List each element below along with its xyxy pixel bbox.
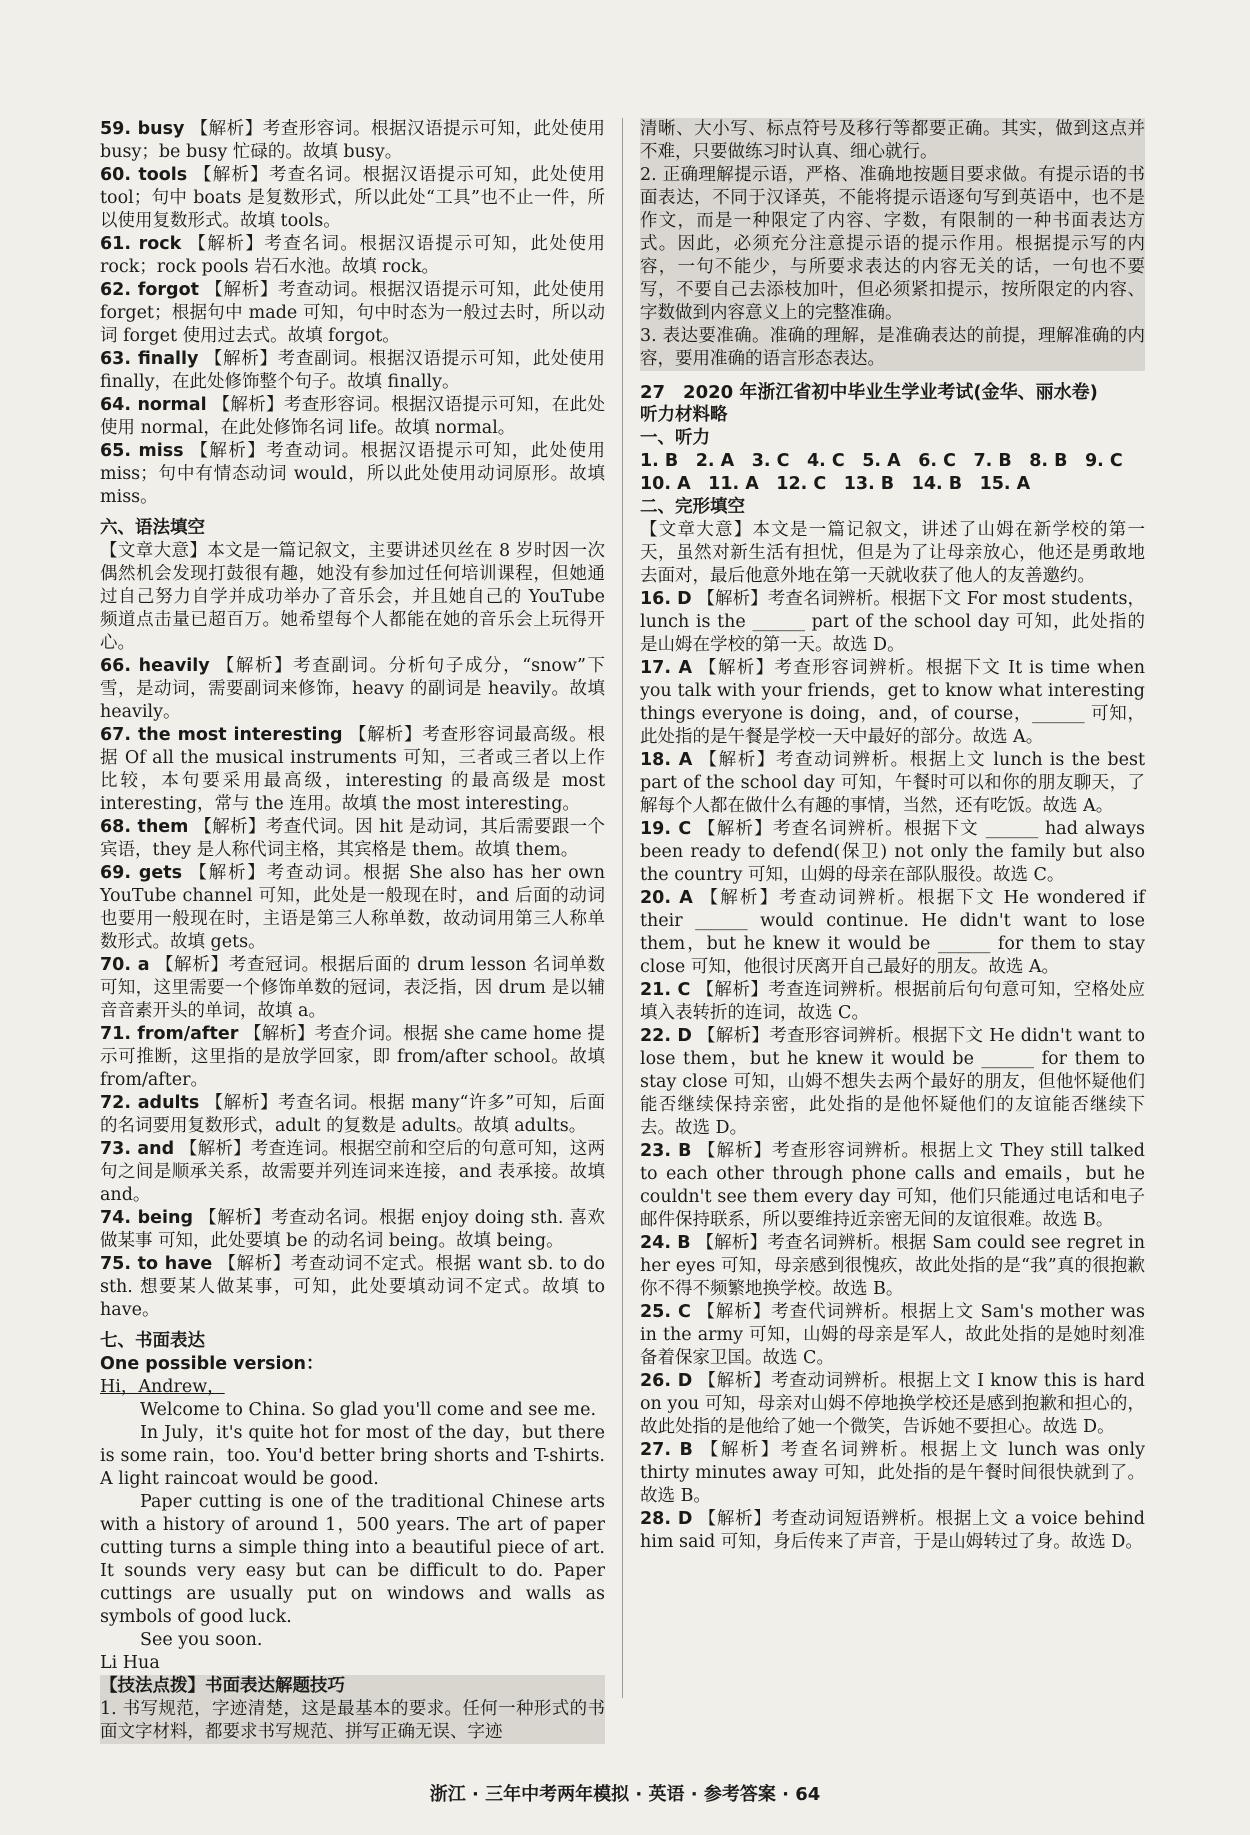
answer-item	[100, 233, 605, 279]
tip-item: 3. 表达要准确。准确的理解，是准确表达的前提，理解准确的内容，要用准确的语言形态表达。	[640, 326, 1145, 369]
answer-number: 21. C	[640, 980, 691, 1000]
answer-explanation: 【解析】考查动词。根据汉语提示可知，此处使用 forget；根据句中 made 可知，句中时态为一般过去时，所以动词 forget 使用过去式。故填 forgot。	[100, 280, 605, 346]
answer-number: 60. tools	[100, 165, 188, 185]
tip-item: 清晰、大小写、标点符号及移行等都要正确。其实，做到这点并不难，只要做练习时认真、细心就行。	[640, 119, 1145, 162]
answer-number: 16. D	[640, 589, 692, 609]
answer-item	[100, 724, 605, 816]
answer-item	[100, 118, 605, 164]
answer-explanation: 【解析】考查代词。因 hit 是动词，其后需要跟一个宾语，they 是人称代词主格，其宾格是 them。故填 them。	[100, 817, 605, 860]
answer-item	[640, 1140, 1145, 1232]
section-writing-title: 七、书面表达	[100, 1331, 205, 1351]
answer-number: 75. to have	[100, 1254, 213, 1274]
answer-number: 64. normal	[100, 395, 207, 415]
answer-item	[640, 1439, 1145, 1508]
answer-explanation: 【解析】考查副词。分析句子成分，“snow”下雪，是动词，需要副词来修饰，heavy 的副词是 heavily。故填 heavily。	[100, 656, 605, 722]
answer-explanation: 【解析】考查介词。根据 she came home 提示可推断，这里指的是放学回家，即 from/after school。故填 from/after。	[100, 1024, 605, 1090]
answer-number: 71. from/after	[100, 1024, 239, 1044]
tips-box-right	[640, 118, 1145, 371]
essay-signature: Li Hua	[100, 1653, 160, 1673]
answer-item	[100, 954, 605, 1023]
answer-item	[100, 279, 605, 348]
answer-number: 66. heavily	[100, 656, 210, 676]
answer-item	[100, 1138, 605, 1207]
answer-explanation: 【解析】考查代词辨析。根据上文 Sam's mother was in the army 可知，山姆的母亲是军人，故此处指的是她时刻准备着保家卫国。故选 C。	[640, 1302, 1145, 1368]
answer-explanation: 【解析】考查动词。根据汉语提示可知，此处使用 miss；句中有情态动词 would，所以此处使用动词原形。故填 miss。	[100, 441, 605, 507]
grammar-summary: 【文章大意】本文是一篇记叙文，主要讲述贝丝在 8 岁时因一次偶然机会发现打鼓很有趣，她没有参加过任何培训课程，但她通过自己努力自学并成功举办了音乐会，并且她自己的 YouTube 频道点击量已超百万。她希望每个人都能在她的音乐会上玩得开心。	[100, 541, 605, 653]
answer-number: 27. B	[640, 1440, 693, 1460]
answer-number: 62. forgot	[100, 280, 199, 300]
tips-box-left	[100, 1675, 605, 1744]
answer-explanation: 【解析】考查连词辨析。根据前后句句意可知，空格处应填入表转折的连词，故选 C。	[640, 980, 1145, 1023]
column-divider	[622, 118, 623, 1698]
answer-explanation: 【解析】考查形容词辨析。根据上文 They still talked to each other through phone calls and emails，but he couldn't see them every day 可知，他们只能通过电话和电子邮件保持联系，所以要维持近亲密无间的友谊很难。故选 B。	[640, 1141, 1145, 1230]
answer-item	[100, 394, 605, 440]
answer-number: 74. being	[100, 1208, 193, 1228]
answer-explanation: 【解析】考查名词辨析。根据下文 ______ had always been ready to defend(保卫) not only the family but also the country 可知，山姆的母亲在部队服役。故选 C。	[640, 819, 1145, 885]
essay-paragraph: Welcome to China. So glad you'll come and see me.	[140, 1400, 597, 1420]
answer-explanation: 【解析】考查冠词。根据后面的 drum lesson 名词单数可知，这里需要一个修饰单数的冠词，表泛指，因 drum 是以辅音音素开头的单词，故填 a。	[100, 955, 605, 1021]
answer-item	[100, 1092, 605, 1138]
answer-number: 24. B	[640, 1233, 691, 1253]
answer-number: 28. D	[640, 1509, 693, 1529]
answer-item	[100, 655, 605, 724]
answer-item	[100, 1253, 605, 1322]
answer-number: 73. and	[100, 1139, 175, 1159]
answer-item	[100, 440, 605, 509]
answer-explanation: 【解析】考查连词。根据空前和空后的句意可知，这两句之间是顺承关系，故需要并列连词来连接，and 表承接。故填 and。	[100, 1139, 605, 1205]
page-footer: 浙江 · 三年中考两年模拟 · 英语 · 参考答案 · 64	[429, 1784, 821, 1805]
possible-version-label: One possible version：	[100, 1354, 324, 1374]
exam-title: 27 2020 年浙江省初中毕业生学业考试(金华、丽水卷)	[640, 382, 1098, 403]
answer-explanation: 【解析】考查动词。根据 She also has her own YouTube channel 可知，此处是一般现在时，and 后面的动词也要用一般现在时，主语是第三人称单数，故动词用第三人称单数形式。故填 gets。	[100, 863, 605, 952]
tip-item: 1. 书写规范，字迹清楚，这是最基本的要求。任何一种形式的书面文字材料，都要求书写规范、拼写正确无误、字迹	[100, 1699, 605, 1742]
cloze-summary: 【文章大意】本文是一篇记叙文，讲述了山姆在新学校的第一天，虽然对新生活有担忧，但是为了让母亲放心，他还是勇敢地去面对，最后他意外地在第一天就收获了他人的友善邀约。	[640, 520, 1145, 586]
essay-paragraph: See you soon.	[140, 1630, 263, 1650]
answer-row: 10. A 11. A 12. C 13. B 14. B 15. A	[640, 474, 1031, 494]
answer-explanation: 【解析】考查动词不定式。根据 want sb. to do sth. 想要某人做某事，可知，此处要填动词不定式。故填 to have。	[100, 1254, 605, 1320]
section-cloze-title: 二、完形填空	[640, 497, 745, 517]
answer-explanation: 【解析】考查动词辨析。根据上文 I know this is hard on you 可知，母亲对山姆不停地换学校还是感到抱歉和担心的，故此处指的是他给了她一个微笑，告诉她不要担心。故选 D。	[640, 1371, 1145, 1437]
answer-item	[100, 816, 605, 862]
answer-number: 65. miss	[100, 441, 184, 461]
answer-item	[100, 1023, 605, 1092]
section-grammar-title: 六、语法填空	[100, 518, 205, 538]
tips-heading: 【技法点拨】书面表达解题技巧	[100, 1676, 345, 1696]
answer-item	[640, 749, 1145, 818]
answer-item	[100, 164, 605, 233]
answer-number: 18. A	[640, 750, 693, 770]
answer-item	[640, 588, 1145, 657]
answer-number: 17. A	[640, 658, 693, 678]
answer-item	[640, 1025, 1145, 1140]
answer-number: 61. rock	[100, 234, 182, 254]
answer-item	[640, 818, 1145, 887]
answer-number: 69. gets	[100, 863, 183, 883]
answer-explanation: 【解析】考查名词辨析。根据上文 lunch was only thirty minutes away 可知，此处指的是午餐时间很快就到了。故选 B。	[640, 1440, 1145, 1506]
answer-number: 20. A	[640, 888, 693, 908]
answer-item	[100, 348, 605, 394]
answer-explanation: 【解析】考查名词。根据汉语提示可知，此处使用 rock；rock pools 岩石水池。故填 rock。	[100, 234, 605, 277]
answer-row: 1. B 2. A 3. C 4. C 5. A 6. C 7. B 8. B 9. C	[640, 451, 1123, 471]
answer-item	[640, 979, 1145, 1025]
answer-item	[640, 1508, 1145, 1554]
essay-body	[100, 1399, 605, 1652]
answer-item	[640, 1232, 1145, 1301]
answer-explanation: 【解析】考查形容词最高级。根据 Of all the musical instruments 可知，三者或三者以上作比较，本句要采用最高级，interesting 的最高级是 most interesting，常与 the 连用。故填 the most interesting。	[100, 725, 606, 814]
answer-explanation: 【解析】考查形容词辨析。根据下文 It is time when you talk with your friends，get to know what interesting things everyone is doing，and，of course，______ 可知，此处指的是午餐是学校一天中最好的部分。故选 A。	[640, 658, 1145, 747]
answer-number: 59. busy	[100, 119, 185, 139]
answer-explanation: 【解析】考查形容词辨析。根据下文 He didn't want to lose them，but he knew it would be ______ for them to stay close 可知，山姆不想失去两个最好的朋友，但他怀疑他们能否继续保持亲密，此处指的是他怀疑他们的友谊能否继续下去。故选 D。	[640, 1026, 1145, 1138]
answer-number: 68. them	[100, 817, 189, 837]
answer-item	[100, 1207, 605, 1253]
answer-explanation: 【解析】考查名词。根据 many“许多”可知，后面的名词要用复数形式，adult 的复数是 adults。故填 adults。	[100, 1093, 605, 1136]
answer-explanation: 【解析】考查动词辨析。根据下文 He wondered if their ______ would continue. He didn't want to lose them，but he knew it would be ______ for them to stay close 可知，他很讨厌离开自己最好的朋友。故选 A。	[640, 888, 1145, 977]
answer-explanation: 【解析】考查动词辨析。根据上文 lunch is the best part of the school day 可知，午餐时可以和你的朋友聊天，了解每个人都在做什么有趣的事情，当然，还有吃饭。故选 A。	[640, 750, 1145, 816]
section-listening-title: 一、听力	[640, 428, 710, 448]
answer-explanation: 【解析】考查名词辨析。根据下文 For most students，lunch is the ______ part of the school day 可知，此处指的是山姆在学校的第一天。故选 D。	[640, 589, 1146, 655]
answer-number: 70. a	[100, 955, 150, 975]
answer-number: 22. D	[640, 1026, 692, 1046]
left-column	[100, 118, 605, 1744]
answer-explanation: 【解析】考查副词。根据汉语提示可知，此处使用 finally，在此处修饰整个句子。故填 finally。	[100, 349, 605, 392]
answer-explanation: 【解析】考查名词。根据汉语提示可知，此处使用 tool；句中 boats 是复数形式，所以此处“工具”也不止一件，所以使用复数形式。故填 tools。	[100, 165, 606, 231]
answer-number: 23. B	[640, 1141, 692, 1161]
answer-explanation: 【解析】考查形容词。根据汉语提示可知，此处使用 busy；be busy 忙碌的。故填 busy。	[100, 119, 605, 162]
answer-explanation: 【解析】考查形容词。根据汉语提示可知，在此处使用 normal，在此处修饰名词 life。故填 normal。	[100, 395, 605, 438]
answer-number: 19. C	[640, 819, 692, 839]
answer-explanation: 【解析】考查动名词。根据 enjoy doing sth. 喜欢做某事 可知，此处要填 be 的动名词 being。故填 being。	[100, 1208, 605, 1251]
essay-paragraph: Paper cutting is one of the traditional Chinese arts with a history of around 1，500 years. The art of paper cutting turns a simple thing into a beautiful piece of art. It sounds very easy but can be difficult to do. Paper cuttings are usually put on windows and walls as symbols of good luck.	[100, 1492, 605, 1627]
answer-item	[640, 1370, 1145, 1439]
answer-explanation: 【解析】考查动词短语辨析。根据上文 a voice behind him said 可知，身后传来了声音，于是山姆转过了身。故选 D。	[640, 1509, 1145, 1552]
answer-item	[640, 657, 1145, 749]
answer-number: 25. C	[640, 1302, 691, 1322]
answer-number: 26. D	[640, 1371, 693, 1391]
essay-paragraph: In July，it's quite hot for most of the day，but there is some rain，too. You'd better bring shorts and T-shirts. A light raincoat would be good.	[100, 1423, 605, 1489]
answer-item	[640, 1301, 1145, 1370]
tip-item: 2. 正确理解提示语，严格、准确地按题目要求做。有提示语的书面表达，不同于汉译英，不能将提示语逐句写到英语中，也不是作文，而是一种限定了内容、字数，有限制的一种书面表达方式。因此，必须充分注意提示语的提示作用。根据提示写的内容，一句不能少，与所要求表达的内容无关的话，一句也不要写，不要自己去添枝加叶，但必须紧扣提示，按所限定的内容、字数做到内容意义上的完整准确。	[640, 165, 1145, 323]
answer-number: 67. the most interesting	[100, 725, 343, 745]
essay-greeting: Hi，Andrew，	[100, 1377, 225, 1397]
answer-number: 72. adults	[100, 1093, 200, 1113]
answer-item	[640, 887, 1145, 979]
listening-note: 听力材料略	[640, 405, 728, 425]
answer-number: 63. finally	[100, 349, 199, 369]
answer-item	[100, 862, 605, 954]
right-column	[640, 118, 1145, 1554]
answer-explanation: 【解析】考查名词辨析。根据 Sam could see regret in her eyes 可知，母亲感到很愧疚，故此处指的是“我”真的很抱歉你不得不频繁地换学校。故选 B。	[640, 1233, 1145, 1299]
